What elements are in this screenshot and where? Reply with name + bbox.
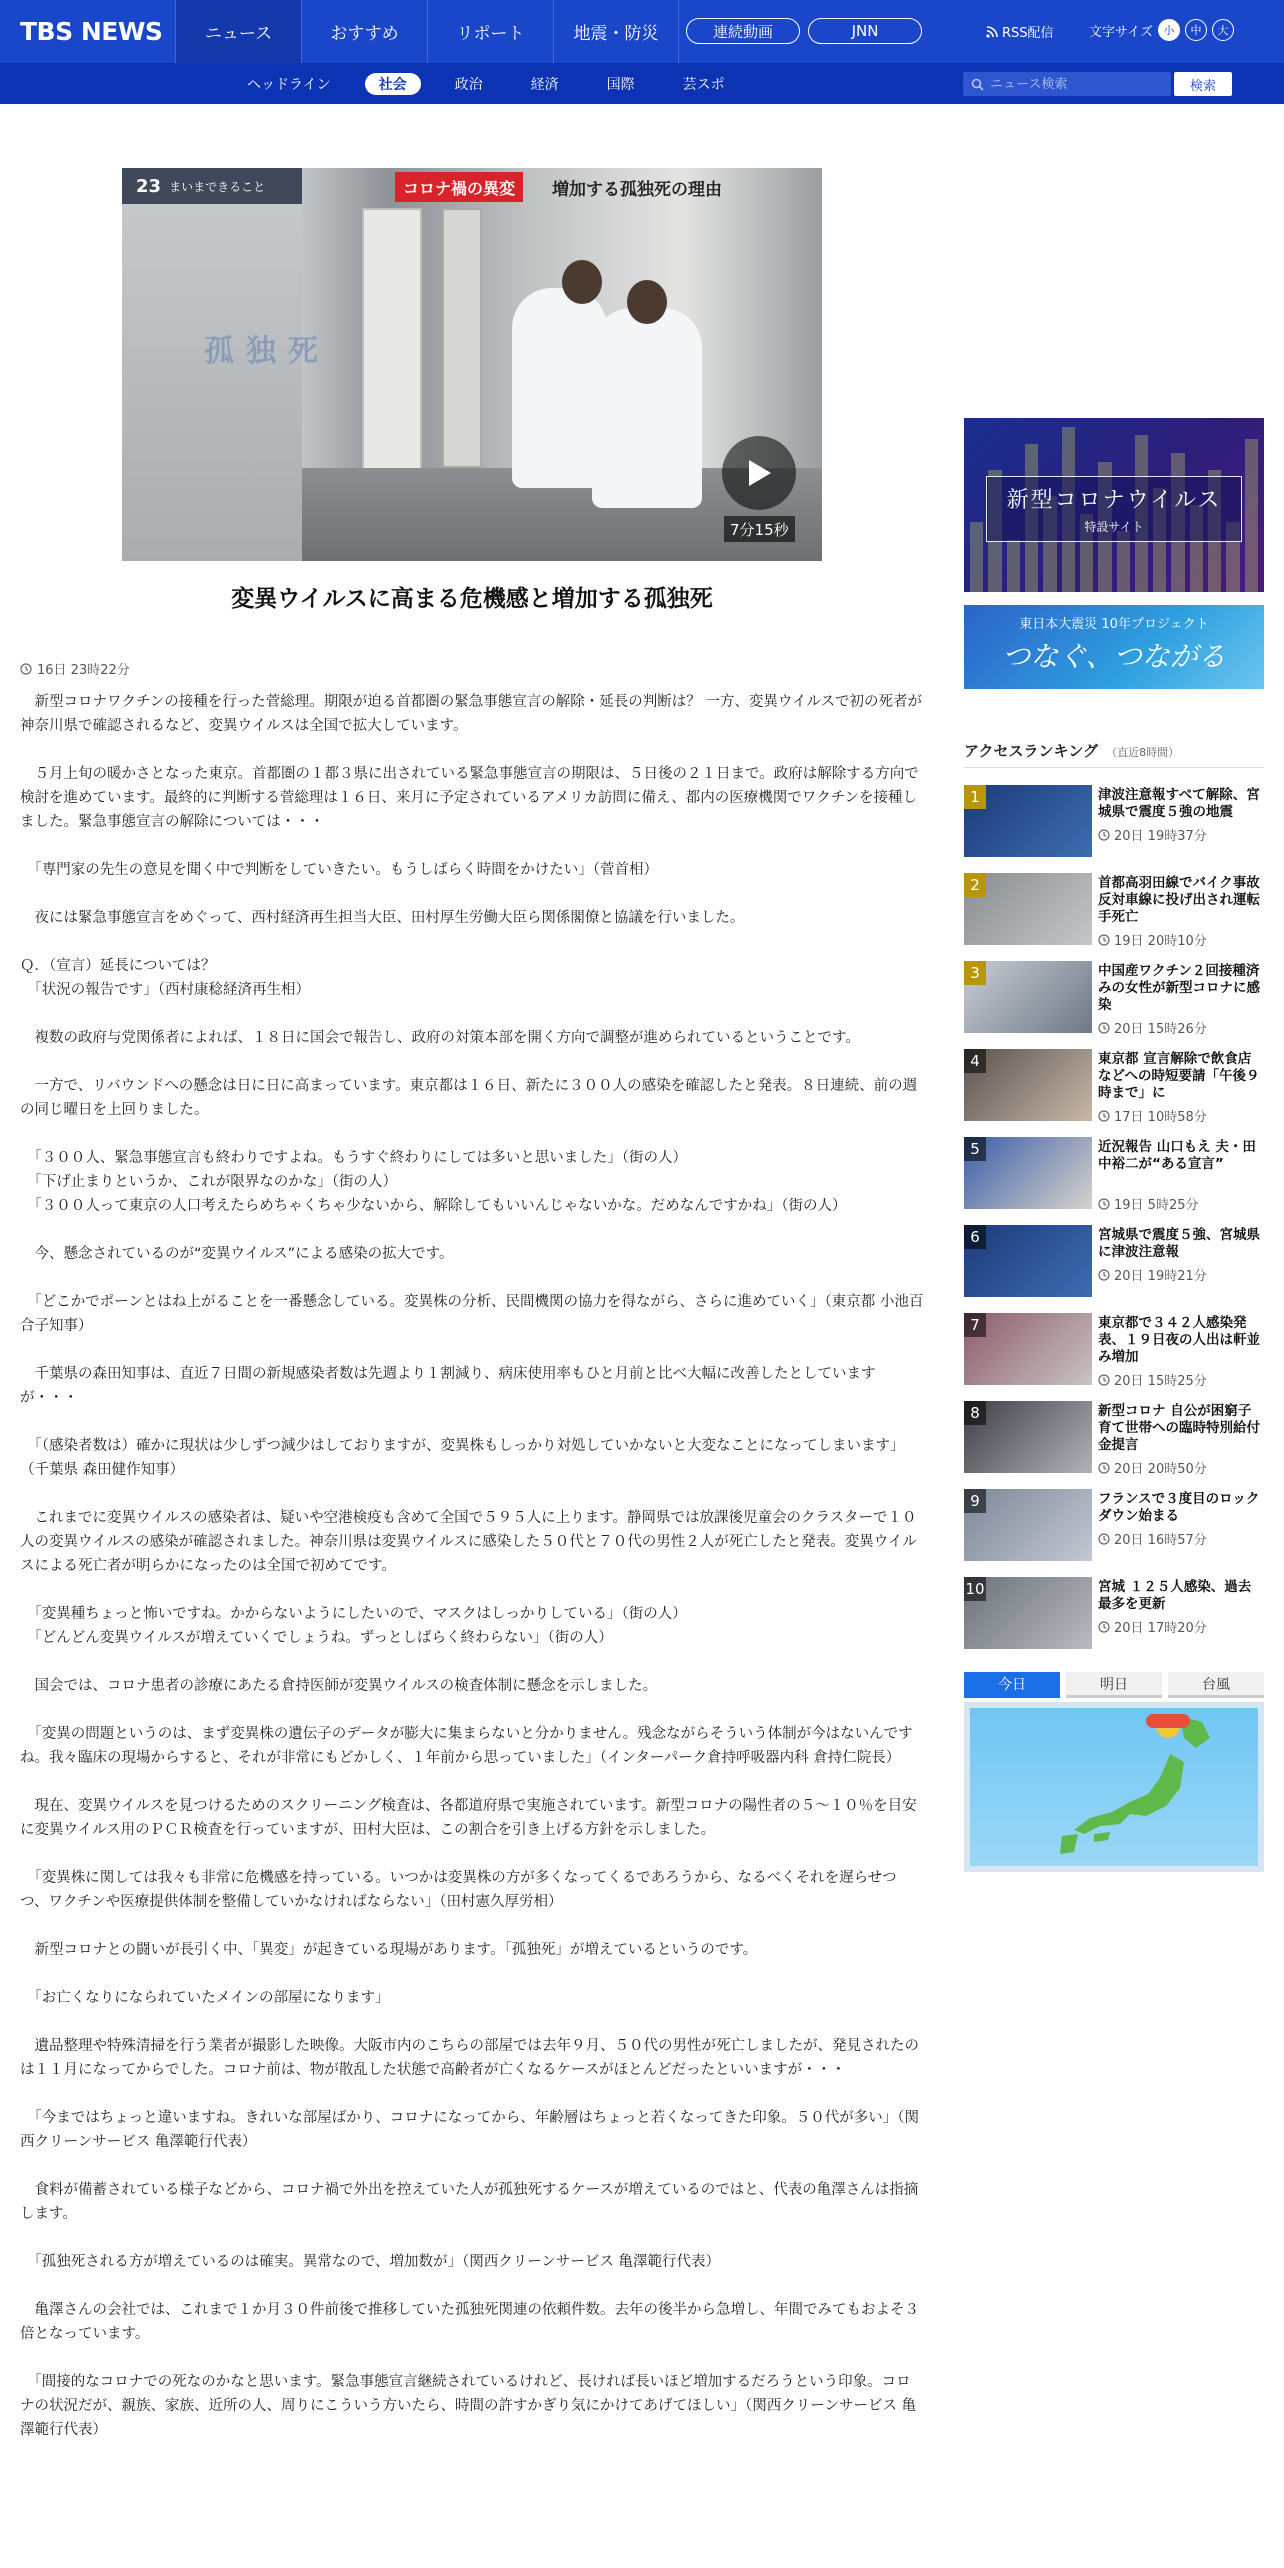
article-paragraph: 新型コロナとの闘いが長引く中、「異変」が起きている現場があります。「孤独死」が増えているというのです。 xyxy=(20,1942,758,1958)
article-paragraph: 「孤独死される方が増えているのは確実。異常なので、増加数が」（関西クリーンサービス 亀澤範行代表） xyxy=(20,2254,721,2270)
article-paragraph: 「どこかでポーンとはね上がることを一番懸念している。変異株の分析、民間機関の協力を得ながら、さらに進めていく」（東京都 小池百合子知事） xyxy=(20,1294,924,1334)
video-player[interactable] xyxy=(122,168,822,561)
search-button[interactable]: 検索 xyxy=(1174,72,1232,96)
earthquake-project-banner[interactable] xyxy=(964,605,1264,689)
ranking-item[interactable] xyxy=(964,785,1264,873)
ranking-title: アクセスランキング xyxy=(964,742,1099,760)
ranking-title: 近況報告 山口もえ 夫・田中裕二が“ある宣言” xyxy=(1098,1139,1256,1172)
ranking-item[interactable] xyxy=(964,1137,1264,1225)
font-size-small-button[interactable]: 小 xyxy=(1158,19,1180,41)
article-paragraph: 「（感染者数は）確かに現状は少しずつ減少はしておりますが、変異株もしっかり対処していかないと大変なことになってしまいます」（千葉県 森田健作知事） xyxy=(20,1438,905,1478)
ranking-date xyxy=(1098,825,1207,844)
ranking-title: 津波注意報すべて解除、宮城県で震度５強の地震 xyxy=(1098,787,1260,820)
video-worker-head xyxy=(562,260,602,304)
video-caption-text: 孤独死 xyxy=(204,334,330,369)
japan-map-graphic xyxy=(970,1708,1258,1866)
jnn-button[interactable]: JNN xyxy=(808,18,922,44)
article-body xyxy=(20,690,924,2466)
article-paragraph: 「間接的なコロナでの死なのかなと思います。緊急事態宣言継続されているけれど、長ければ長いほど増加するだろうという印象。コロナの状況だが、親族、家族、近所の人、周りにこういう方いたら、時間の許すかぎり気にかけてあげてほしい」（関西クリーンサービス 亀澤範行代表） xyxy=(20,2374,917,2438)
ranking-date-text: 20日 17時20分 xyxy=(1114,1621,1207,1636)
program-logo xyxy=(122,168,302,204)
category-economy[interactable]: 経済 xyxy=(530,76,559,93)
ranking-item[interactable] xyxy=(964,1313,1264,1401)
ranking-date xyxy=(1098,1018,1207,1037)
ranking-period: （直近8時間） xyxy=(1106,746,1180,759)
ranking-item[interactable] xyxy=(964,1401,1264,1489)
earthquake-banner-title: つなぐ、つながる xyxy=(1002,640,1226,673)
ranking-number: 3 xyxy=(964,961,986,985)
font-size-control xyxy=(1089,19,1234,41)
site-logo[interactable] xyxy=(20,14,162,48)
video-worker xyxy=(592,308,702,508)
ranking-date-text: 17日 10時58分 xyxy=(1114,1110,1207,1125)
weather-tab-today[interactable]: 今日 xyxy=(964,1672,1060,1698)
article-paragraph: 「変異の問題というのは、まず変異株の遺伝子のデータが膨大に集まらないと分かりません。残念ながらそういう体制が今はないんですね。我々臨床の現場からすると、それが非常にもどかしく、１年前から思っていました」（インターパーク倉持呼吸器内科 倉持仁院長） xyxy=(20,1726,913,1766)
ranking-thumbnail xyxy=(964,873,1092,945)
ranking-number: 2 xyxy=(964,873,986,897)
ranking-list xyxy=(964,785,1264,1665)
article-paragraph: 「変異種ちょっと怖いですね。かからないようにしたいので、マスクはしっかりしている」（街の人） 「どんどん変異ウイルスが増えていくでしょうね。ずっとしばらく終わらない」（街の人） xyxy=(34,1606,687,1646)
ranking-date xyxy=(1098,1370,1207,1389)
nav-recommend[interactable]: おすすめ xyxy=(301,0,427,63)
program-logo-sub: まいまできること xyxy=(169,179,266,194)
ranking-item[interactable] xyxy=(964,873,1264,961)
ranking-title: 宮城県で震度５強、宮城県に津波注意報 xyxy=(1098,1227,1260,1260)
video-worker-head xyxy=(627,280,667,324)
clock-icon xyxy=(1098,1462,1110,1474)
font-size-large-button[interactable]: 大 xyxy=(1212,19,1234,41)
rss-icon xyxy=(986,26,998,38)
covid-special-banner[interactable] xyxy=(964,418,1264,592)
weather-map-sea xyxy=(970,1708,1258,1866)
clock-icon xyxy=(1098,934,1110,946)
ranking-date xyxy=(1098,1106,1207,1125)
ranking-thumbnail xyxy=(964,1137,1092,1209)
ranking-thumbnail xyxy=(964,1577,1092,1649)
main-nav xyxy=(175,0,679,63)
ranking-date xyxy=(1098,1529,1207,1548)
clock-icon xyxy=(1098,1110,1110,1122)
video-door xyxy=(362,208,422,508)
video-duration: 7分15秒 xyxy=(724,516,795,542)
ranking-date-text: 20日 19時21分 xyxy=(1114,1269,1207,1284)
nav-report[interactable]: リポート xyxy=(427,0,553,63)
article-paragraph: 複数の政府与党関係者によれば、１８日に国会で報告し、政府の対策本部を開く方向で調整が進められているということです。 xyxy=(20,1030,860,1046)
covid-banner-box xyxy=(986,476,1242,542)
video-tag: コロナ禍の異変 xyxy=(395,172,523,202)
ranking-number: 10 xyxy=(964,1577,986,1601)
ranking-number: 7 xyxy=(964,1313,986,1337)
article-paragraph: 遺品整理や特殊清掃を行う業者が撮影した映像。大阪市内のこちらの部屋では去年９月、５０代の男性が死亡しましたが、発見されたのは１１月になってからでした。コロナ前は、物が散乱した状態で高齢者が亡くなるケースがほとんどだったといいますが・・・ xyxy=(20,2038,919,2078)
play-icon xyxy=(745,458,773,488)
ranking-date xyxy=(1098,1194,1199,1213)
ranking-title: 東京都で３４２人感染発表、１９日夜の人出は軒並み増加 xyxy=(1098,1315,1260,1365)
ranking-thumbnail xyxy=(964,1225,1092,1297)
article-paragraph: 亀澤さんの会社では、これまで１か月３０件前後で推移していた孤独死関連の依頼件数。去年の後半から急増し、年間でみてもおよそ３倍となっています。 xyxy=(20,2302,919,2342)
article-paragraph: 「今まではちょっと違いますね。きれいな部屋ばかり、コロナになってから、年齢層はちょっと若くなってきた印象。５０代が多い」（関西クリーンサービス 亀澤範行代表） xyxy=(20,2110,919,2150)
ranking-header xyxy=(964,740,1264,768)
ranking-title: 新型コロナ 自公が困窮子育て世帯への臨時特別給付金提言 xyxy=(1098,1403,1260,1453)
covid-banner-sub: 特設サイト xyxy=(1084,520,1144,534)
category-nav xyxy=(233,63,759,104)
clock-icon xyxy=(1098,1022,1110,1034)
article-timestamp xyxy=(20,659,130,678)
continuous-video-button[interactable]: 連続動画 xyxy=(686,18,800,44)
search-icon xyxy=(971,78,984,91)
article-paragraph: Ｑ．（宣言）延長については？ 「状況の報告です」（西村康稔経済再生相） xyxy=(20,958,310,998)
ranking-title: 東京都 宣言解除で飲食店などへの時短要請「午後９時まで」に xyxy=(1098,1051,1260,1101)
play-button[interactable] xyxy=(722,436,796,510)
article-paragraph: 「３００人、緊急事態宣言も終わりですよね。もうすぐ終わりにしては多いと思いました」（街の人） 「下げ止まりというか、これが限界なのかな」（街の人） 「３００人って東京の人口考えたらめちゃくちゃ少ないから、解除してもいいんじゃないかな。だめなんですかね」（街の人） xyxy=(34,1150,847,1214)
clock-icon xyxy=(1098,1533,1110,1545)
ranking-item[interactable] xyxy=(964,1225,1264,1313)
nav-disaster[interactable]: 地震・防災 xyxy=(553,0,679,63)
article-paragraph: 一方で、リバウンドへの懸念は日に日に高まっています。東京都は１６日、新たに３００人の感染を確認したと発表。８日連続、前の週の同じ曜日を上回りました。 xyxy=(20,1078,918,1118)
weather-map[interactable] xyxy=(964,1702,1264,1872)
article-paragraph: 「変異株に関しては我々も非常に危機感を持っている。いつかは変異株の方が多くなってくるであろうから、なるべくそれを遅らせつつ、ワクチンや医療提供体制を整備していかなければならない」（田村憲久厚労相） xyxy=(20,1870,897,1910)
weather-tab-tomorrow[interactable]: 明日 xyxy=(1066,1672,1162,1698)
article-paragraph: 食料が備蓄されている様子などから、コロナ禍で外出を控えていた人が孤独死するケースが増えているのではと、代表の亀澤さんは指摘します。 xyxy=(20,2182,919,2222)
video-caption-title: 増加する孤独死の理由 xyxy=(552,179,722,200)
ranking-title: フランスで３度目のロックダウン始まる xyxy=(1098,1491,1260,1524)
article-paragraph: 「専門家の先生の意見を聞く中で判断をしていきたい。もうしばらく時間をかけたい」（菅首相） xyxy=(20,862,658,878)
ranking-date xyxy=(1098,930,1207,949)
article-paragraph: ５月上旬の暖かさとなった東京。首都圏の１都３県に出されている緊急事態宣言の期限は、５日後の２１日まで。政府は解除する方向で検討を進めています。最終的に判断する菅総理は１６日、来月に予定されているアメリカ訪問に備え、都内の医療機関でワクチンを接種しました。緊急事態宣言の解除については・・・ xyxy=(20,766,919,830)
global-header xyxy=(0,0,1284,63)
article-paragraph: 国会では、コロナ患者の診療にあたる倉持医師が変異ウイルスの検査体制に懸念を示しました。 xyxy=(20,1678,658,1694)
ranking-title: 宮城 １２５人感染、過去最多を更新 xyxy=(1098,1579,1252,1612)
ranking-item[interactable] xyxy=(964,1049,1264,1137)
ranking-number: 4 xyxy=(964,1049,986,1073)
article-paragraph: 「お亡くなりになられていたメインの部屋になります」 xyxy=(20,1990,390,2006)
program-logo-number: 23 xyxy=(136,175,162,197)
font-size-medium-button[interactable]: 中 xyxy=(1185,19,1207,41)
earthquake-banner-sub: 東日本大震災 10年プロジェクト xyxy=(1019,617,1209,632)
category-society[interactable]: 社会 xyxy=(365,73,421,95)
site-logo-text: TBS NEWS xyxy=(20,16,163,46)
ranking-number: 8 xyxy=(964,1401,986,1425)
clock-icon xyxy=(1098,1374,1110,1386)
ranking-number: 9 xyxy=(964,1489,986,1513)
article-paragraph: 現在、変異ウイルスを見つけるためのスクリーニング検査は、各都道府県で実施されています。新型コロナの陽性者の５～１０％を目安に変異ウイルス用のＰＣＲ検査を行っていますが、田村大臣は、この割合を引き上げる方針を示しました。 xyxy=(20,1798,917,1838)
clock-icon xyxy=(1098,1621,1110,1633)
ranking-date-text: 19日 20時10分 xyxy=(1114,934,1207,949)
ranking-number: 1 xyxy=(964,785,986,809)
video-door xyxy=(442,208,482,468)
article-paragraph: 夜には緊急事態宣言をめぐって、西村経済再生担当大臣、田村厚生労働大臣ら関係閣僚と協議を行いました。 xyxy=(20,910,745,926)
search-box xyxy=(963,72,1171,96)
ranking-thumbnail xyxy=(964,1489,1092,1561)
clock-icon xyxy=(1098,829,1110,841)
ranking-item[interactable] xyxy=(964,1577,1264,1665)
article-headline: 変異ウイルスに高まる危機感と増加する孤独死 xyxy=(231,586,713,612)
ranking-date-text: 20日 15時26分 xyxy=(1114,1022,1207,1037)
rss-label: RSS配信 xyxy=(1002,26,1054,41)
covid-banner-title: 新型コロナウイルス xyxy=(1006,488,1222,513)
ranking-thumbnail xyxy=(964,961,1092,1033)
clock-icon xyxy=(1098,1198,1110,1210)
ranking-title: 首都高羽田線でバイク事故 反対車線に投げ出され運転手死亡 xyxy=(1098,875,1260,925)
article-paragraph: 千葉県の森田知事は、直近７日間の新規感染者数は先週より１割減り、病床使用率もひと月前と比べ大幅に改善したとしていますが・・・ xyxy=(20,1366,876,1406)
ranking-title: 中国産ワクチン２回接種済みの女性が新型コロナに感染 xyxy=(1098,963,1260,1013)
ranking-date-text: 19日 5時25分 xyxy=(1114,1198,1199,1213)
ranking-date xyxy=(1098,1458,1207,1477)
category-headline[interactable]: ヘッドライン xyxy=(247,76,331,93)
article-paragraph: 今、懸念されているのが“変異ウイルス”による感染の拡大です。 xyxy=(20,1246,454,1262)
font-size-label: 文字サイズ xyxy=(1089,24,1153,40)
ranking-date-text: 20日 19時37分 xyxy=(1114,829,1207,844)
article-paragraph: 新型コロナワクチンの接種を行った菅総理。期限が迫る首都圏の緊急事態宣言の解除・延長の判断は？ 一方、変異ウイルスで初の死者が神奈川県で確認されるなど、変異ウイルスは全国で拡大しています。 xyxy=(20,694,923,734)
ranking-number: 6 xyxy=(964,1225,986,1249)
ranking-thumbnail xyxy=(964,1049,1092,1121)
category-bar xyxy=(0,63,1284,104)
article-paragraph: これまでに変異ウイルスの感染者は、疑いや空港検疫も含めて全国で５９５人に上ります。静岡県では放課後児童会のクラスターで１０人の変異ウイルスの感染が確認されました。神奈川県は変異ウイルスに感染した５０代と７０代の男性２人が死亡したと発表。変異ウイルスによる死亡者が明らかになったのは全国で初めてです。 xyxy=(20,1510,917,1574)
ranking-date xyxy=(1098,1617,1207,1636)
clock-icon xyxy=(20,663,32,675)
category-entertainment-sports[interactable]: 芸スポ xyxy=(682,76,725,93)
weather-tab-typhoon[interactable]: 台風 xyxy=(1168,1672,1264,1698)
ranking-thumbnail xyxy=(964,1313,1092,1385)
ranking-number: 5 xyxy=(964,1137,986,1161)
ranking-item[interactable] xyxy=(964,961,1264,1049)
ranking-thumbnail xyxy=(964,1401,1092,1473)
article-timestamp-text: 16日 23時22分 xyxy=(37,663,130,678)
ranking-date-text: 20日 15時25分 xyxy=(1114,1374,1207,1389)
rss-link[interactable] xyxy=(986,22,1054,41)
weather-tabs xyxy=(964,1672,1264,1698)
ranking-date-text: 20日 16時57分 xyxy=(1114,1533,1207,1548)
search-input[interactable] xyxy=(990,77,1160,92)
ranking-date-text: 20日 20時50分 xyxy=(1114,1462,1207,1477)
ranking-date xyxy=(1098,1265,1207,1284)
category-international[interactable]: 国際 xyxy=(606,76,635,93)
nav-news[interactable]: ニュース xyxy=(175,0,301,63)
ranking-thumbnail xyxy=(964,785,1092,857)
ranking-item[interactable] xyxy=(964,1489,1264,1577)
clock-icon xyxy=(1098,1269,1110,1281)
category-politics[interactable]: 政治 xyxy=(454,76,483,93)
